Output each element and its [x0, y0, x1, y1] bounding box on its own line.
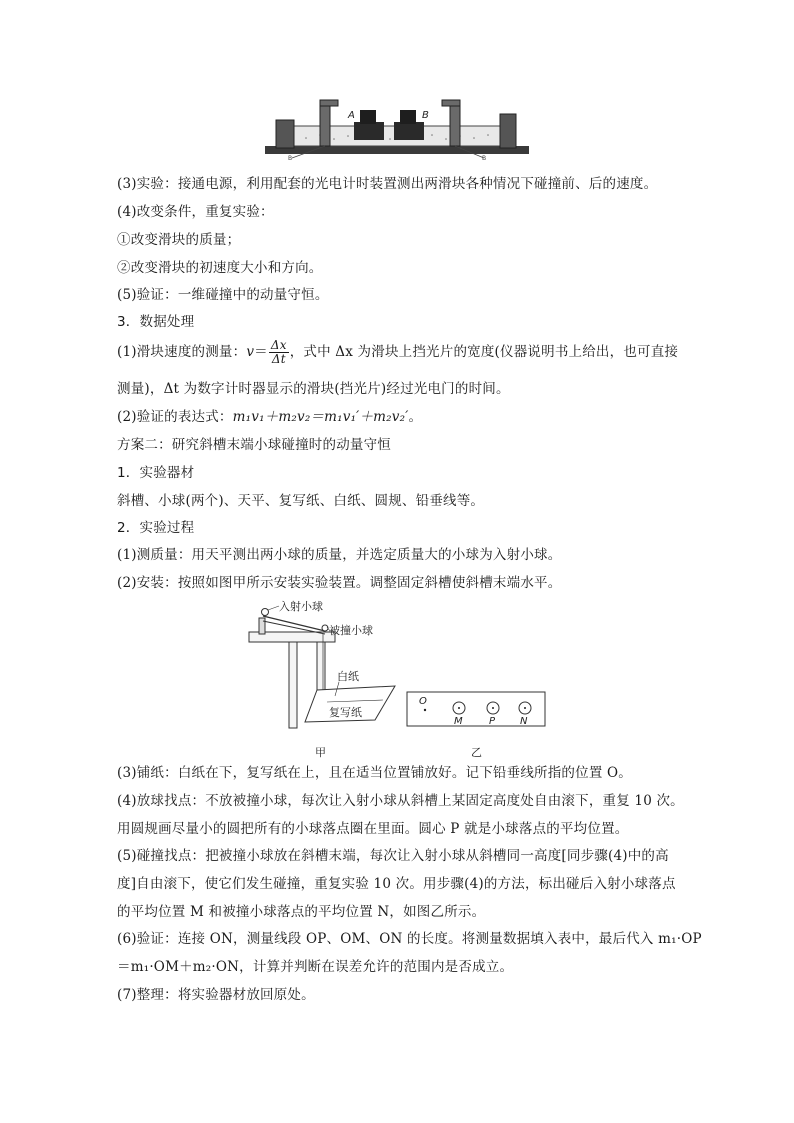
text-line-17: (4)放球找点：不放被撞小球，每次让入射小球从斜槽上某固定高度处自由滚下，重复 10 次。 — [117, 793, 684, 809]
label-n: N — [520, 716, 528, 727]
text-line-20: 度]自由滚下，使它们发生碰撞，重复实验 10 次。用步骤(4)的方法，标出碰后入射小球落点 — [117, 876, 676, 892]
text-line-15: (2)安装：按照如图甲所示安装实验装置。调整固定斜槽使斜槽末端水平。 — [117, 575, 562, 591]
label-struck-ball: 被撞小球 — [329, 624, 373, 637]
point-m — [458, 707, 460, 709]
gate-right-label: B — [482, 155, 487, 162]
table-leg-right — [317, 642, 325, 694]
section-heading-procedure: 2．实验过程 — [117, 520, 195, 536]
text-line-2: (4)改变条件，重复实验： — [117, 204, 274, 220]
text-line-19: (5)碰撞找点：把被撞小球放在斜槽末端，每次让入射小球从斜槽同一高度[同步骤(4)中的高 — [117, 848, 669, 864]
incident-ball — [262, 609, 269, 616]
slider-b — [394, 122, 424, 140]
text-line-14: (1)测质量：用天平测出两小球的质量，并选定质量大的小球为入射小球。 — [117, 547, 562, 563]
label-white-paper: 白纸 — [337, 670, 359, 683]
figure-jia — [245, 598, 405, 762]
text-line-5: (5)验证：一维碰撞中的动量守恒。 — [117, 287, 329, 303]
text-line-3: ①改变滑块的质量； — [117, 232, 241, 248]
text-line-12: 斜槽、小球(两个)、天平、复写纸、白纸、圆规、铅垂线等。 — [117, 493, 485, 509]
table-leg-left — [289, 642, 297, 728]
fraction-denominator: Δt — [271, 352, 286, 366]
text-line-9b: 。 — [408, 409, 423, 425]
label-m: M — [454, 716, 463, 727]
caption-yi: 乙 — [471, 746, 482, 759]
point-n — [524, 707, 526, 709]
struck-ball — [322, 625, 328, 631]
text-line-21: 的平均位置 M 和被撞小球落点的平均位置 N，如图乙所示。 — [117, 904, 486, 920]
label-a: A — [348, 110, 355, 121]
scheme-two-heading: 方案二：研究斜槽末端小球碰撞时的动量守恒 — [117, 437, 391, 453]
text-line-1: (3)实验：接通电源，利用配套的光电计时装置测出两滑块各种情况下碰撞前、后的速度。 — [117, 176, 658, 192]
label-b: B — [422, 110, 429, 121]
caption-jia: 甲 — [315, 746, 326, 759]
label-p: P — [489, 716, 496, 727]
gate-left-label: B — [288, 155, 293, 162]
equals-sign: ＝ — [254, 344, 268, 360]
velocity-fraction — [269, 339, 289, 366]
trough-rail-top — [263, 616, 325, 631]
text-line-7b: ，式中 Δx 为滑块上挡光片的宽度(仪器说明书上给出，也可直接 — [289, 344, 679, 360]
text-line-8: 测量)，Δt 为数字计时器显示的滑块(挡光片)经过光电门的时间。 — [117, 381, 510, 397]
label-o: O — [419, 696, 427, 707]
text-line-16: (3)铺纸：白纸在下，复写纸在上，且在适当位置铺放好。记下铅垂线所指的位置 O。 — [117, 765, 632, 781]
figure-yi — [405, 690, 555, 762]
text-line-22: (6)验证：连接 ON，测量线段 OP、OM、ON 的长度。将测量数据填入表中，最后代入 m₁·OP — [117, 931, 702, 947]
text-line-23: ＝m₁·OM＋m₂·ON，计算并判断在误差允许的范围内是否成立。 — [117, 959, 514, 975]
label-incident-ball: 入射小球 — [279, 600, 323, 613]
slider-a-top — [360, 110, 376, 124]
slider-a — [354, 122, 384, 140]
point-o — [424, 709, 426, 711]
text-line-7a: (1)滑块速度的测量： — [117, 344, 247, 360]
text-line-24: (7)整理：将实验器材放回原处。 — [117, 987, 315, 1003]
velocity-symbol: v — [246, 344, 255, 360]
left-gate-arm — [320, 100, 338, 106]
track-base — [265, 146, 529, 154]
slider-b-top — [400, 110, 416, 124]
incident-label-leader — [268, 606, 279, 610]
trough-stand — [259, 618, 265, 634]
right-end-block — [500, 114, 516, 148]
text-line-9a: (2)验证的表达式： — [117, 409, 233, 425]
left-end-block — [276, 120, 294, 148]
text-line-18: 用圆规画尽量小的圆把所有的小球落点圈在里面。圆心 P 就是小球落点的平均位置。 — [117, 821, 629, 837]
point-p — [492, 707, 494, 709]
right-gate — [450, 100, 460, 146]
text-line-7 — [117, 337, 678, 367]
text-line-9 — [117, 408, 422, 426]
right-gate-arm — [442, 100, 460, 106]
left-gate — [320, 100, 330, 146]
text-line-4: ②改变滑块的初速度大小和方向。 — [117, 260, 323, 276]
label-carbon-paper: 复写纸 — [329, 706, 362, 719]
fraction-numerator: Δx — [270, 338, 287, 352]
momentum-expression: m₁v₁＋m₂v₂＝m₁v₁′＋m₂v₂′ — [232, 409, 409, 425]
air-track-figure — [262, 96, 532, 162]
section-heading-equipment: 1．实验器材 — [117, 465, 195, 481]
section-heading-data-processing: 3．数据处理 — [117, 314, 195, 330]
